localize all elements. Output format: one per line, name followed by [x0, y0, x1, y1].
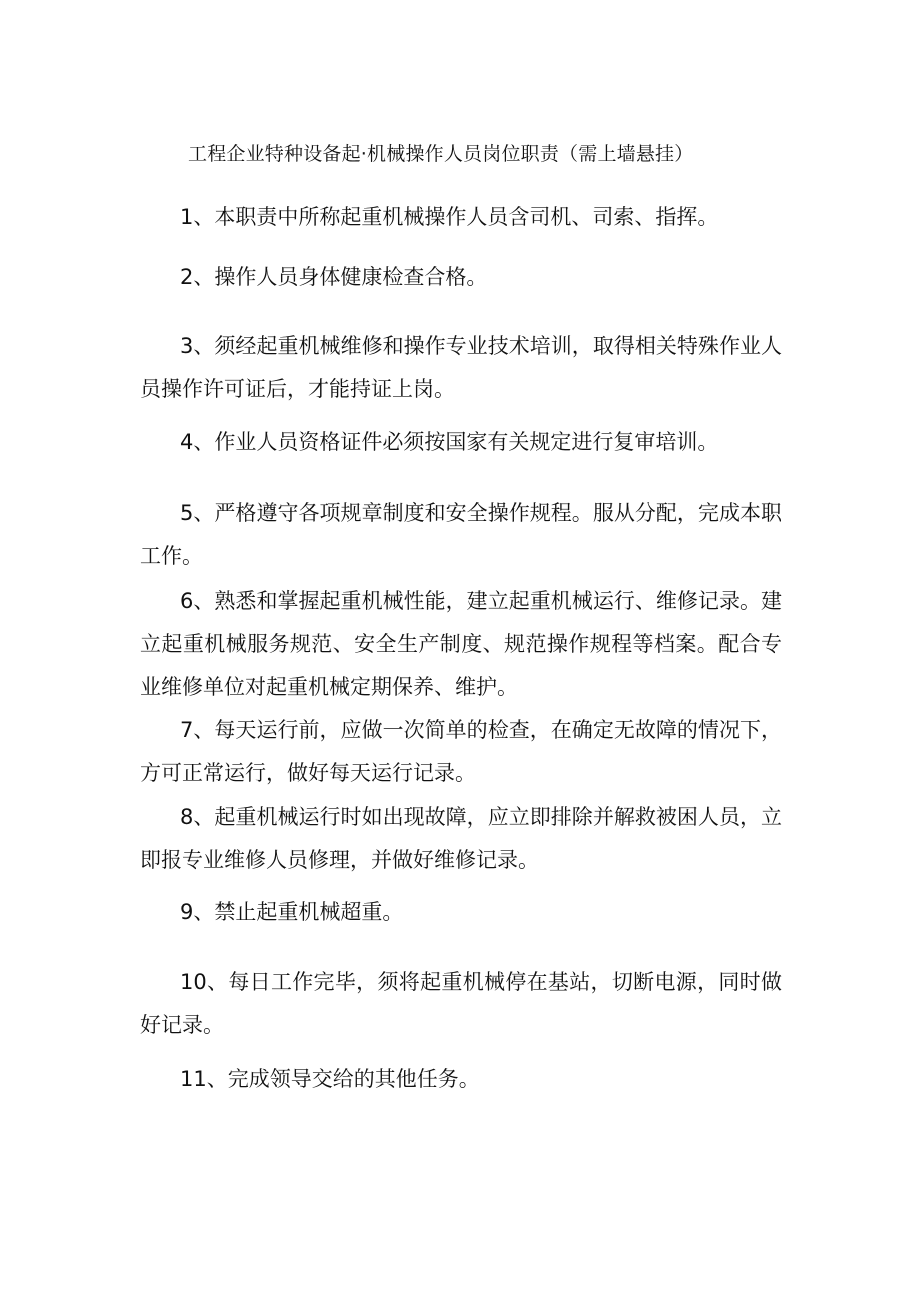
duty-item-2-text: 2、操作人员身体健康检查合格。 — [180, 265, 488, 289]
duty-item-7-text: 7、每天运行前，应做一次简单的检查，在确定无故障的情况下，方可正常运行，做好每天运行记录。 — [140, 718, 782, 785]
duty-item-10 — [140, 961, 782, 1047]
document-title: 工程企业特种设备起·机械操作人员岗位职责（需上墙悬挂） — [188, 143, 694, 165]
duty-item-5 — [140, 492, 782, 578]
duty-item-6-text: 6、熟悉和掌握起重机械性能，建立起重机械运行、维修记录。建立起重机械服务规范、安全生产制度、规范操作规程等档案。配合专业维修单位对起重机械定期保养、维护。 — [140, 589, 782, 699]
duty-item-2 — [140, 256, 782, 299]
duty-item-3 — [140, 325, 782, 411]
duty-item-1-text: 1、本职责中所称起重机械操作人员含司机、司索、指挥。 — [180, 205, 719, 229]
duty-item-10-text: 10、每日工作完毕，须将起重机械停在基站，切断电源，同时做好记录。 — [140, 970, 782, 1037]
duty-item-7 — [140, 709, 782, 795]
duty-item-3-text: 3、须经起重机械维修和操作专业技术培训，取得相关特殊作业人员操作许可证后，才能持证上岗。 — [140, 334, 782, 401]
duty-item-9 — [140, 891, 782, 934]
duty-item-5-text: 5、严格遵守各项规章制度和安全操作规程。服从分配，完成本职工作。 — [140, 501, 782, 568]
duty-item-4-text: 4、作业人员资格证件必须按国家有关规定进行复审培训。 — [180, 430, 719, 454]
duty-item-1 — [140, 196, 782, 239]
duty-item-9-text: 9、禁止起重机械超重。 — [180, 900, 404, 924]
duty-item-11 — [140, 1058, 782, 1101]
duty-item-6 — [140, 580, 782, 709]
duty-item-8 — [140, 796, 782, 882]
duty-item-11-text: 11、完成领导交给的其他任务。 — [180, 1067, 480, 1091]
duty-item-4 — [140, 421, 782, 464]
duty-item-8-text: 8、起重机械运行时如出现故障，应立即排除并解救被困人员，立即报专业维修人员修理，并做好维修记录。 — [140, 805, 782, 872]
